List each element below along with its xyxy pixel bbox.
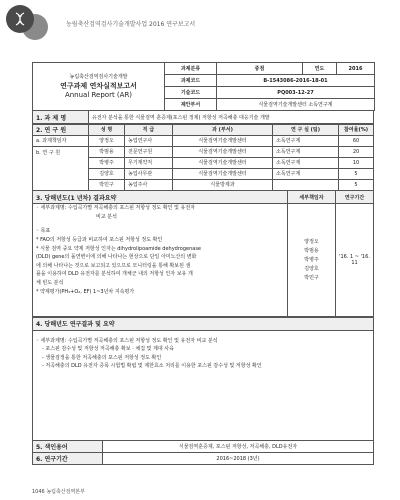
rank-cell: 농업연구사 <box>125 135 173 146</box>
section-4-body <box>33 330 374 440</box>
role-cell: a. 과제책임자 <box>33 135 89 146</box>
summary-line: * FAO의 저항성 등급과 비교하여 포스핀 저항성 정도 확인 <box>36 237 163 243</box>
header-logo <box>6 5 34 33</box>
page-footer: 1046 농림축산검역본부 <box>32 489 85 495</box>
researcher-name: 박범용 <box>304 247 319 254</box>
lab-cell: 소독연구계 <box>273 168 339 179</box>
rank-cell: 전문연구원 <box>125 146 173 157</box>
col-researcher: 세부책임자 <box>288 191 336 204</box>
lab-cell: 소독연구계 <box>273 135 339 146</box>
section-3-table <box>32 190 374 317</box>
header-title: 농림축산검역검사기술개발사업 2016 연구보고서 <box>66 21 196 28</box>
report-meta-table <box>32 62 375 111</box>
col-name: 성 명 <box>89 124 125 135</box>
rank-cell: 무기계약직 <box>125 157 173 168</box>
summary-line: 체 빈도 분석 <box>36 279 64 286</box>
section-2-label: 2. 연 구 원 <box>33 124 89 135</box>
code-label: 과제코드 <box>165 75 217 87</box>
section-1-value: 유전자 분석을 통한 식물검역 훈증제(포스핀 정제) 저항성 저곡해충 대응기술 개발 <box>89 111 374 124</box>
section-4-label: 4. 당해년도 연구결과 및 요약 <box>33 317 374 330</box>
section-6-value: 2016~2018 (3년) <box>103 453 374 465</box>
researcher-name: 박민구 <box>304 274 319 281</box>
year-value: 2016 <box>337 63 375 75</box>
researcher-name: 김양호 <box>304 265 319 272</box>
section-1-table <box>32 110 374 124</box>
rate-cell: 60 <box>339 135 374 146</box>
summary-line: ◦ 목표 <box>36 228 51 235</box>
field-label: 과제분류 <box>165 63 217 75</box>
section-6-label: 6. 연구기간 <box>33 453 103 465</box>
dept-cell: 식물검역기술개발센터 <box>173 135 273 146</box>
lab-cell <box>273 179 339 190</box>
tech-code-label: 기술코드 <box>165 87 217 99</box>
report-document <box>32 62 374 465</box>
researcher-name: 박병주 <box>304 256 319 263</box>
summary-line: * 약제평가(PH₃+O₂, EF) 1~3년차 지속평가 <box>36 288 135 295</box>
section-5-6-table <box>32 440 374 465</box>
section-4-table <box>32 317 374 441</box>
lab-cell: 소독연구계 <box>273 146 339 157</box>
summary-line: ◦ 세부과제명: 수입곡가별 저곡해충의 포스핀 저항성 정도 확인 및 유전자 <box>36 205 196 212</box>
year-label: 연도 <box>303 63 337 75</box>
page-header <box>0 0 400 38</box>
summary-line: 플을 이용하여 DLD 유전자를 분석하여 개체군 내의 저항성 인자 보유 개 <box>36 271 193 278</box>
dept-cell: 식물방제과 <box>173 179 273 190</box>
summary-line: (DLD) gene의 돌연변이에 의해 나타나는 현상으로 단일 아미노산의 변화 <box>36 254 197 261</box>
role-cell: b. 연 구 원 <box>33 146 89 190</box>
col-lab: 연 구 실 (팀) <box>273 124 339 135</box>
rate-cell: 5 <box>339 168 374 179</box>
dept-cell: 식물검역기술개발센터 <box>173 168 273 179</box>
col-period: 연구기간 <box>336 191 374 204</box>
result-line: ◦ 세부과제명: 수입곡가별 저곡해충의 포스핀 저항성 정도 확인 및 유전자 비교 분석 <box>36 337 218 344</box>
field-value: 중점 <box>217 63 303 75</box>
name-cell: 양정오 <box>89 135 125 146</box>
report-title-ko: 연구과제 연차실적보고서 <box>60 82 137 90</box>
dna-icon <box>12 11 28 27</box>
dept-value: 식물검역기술개발센터 소독연구계 <box>217 99 375 111</box>
researcher-name: 양정오 <box>304 238 319 245</box>
rate-cell: 20 <box>339 146 374 157</box>
section-5-value: 식물검역훈증제, 포스핀 저항성, 저곡해충, DLD유전자 <box>103 441 374 453</box>
dept-label: 제안부서 <box>165 99 217 111</box>
dept-cell: 식물검역기술개발센터 <box>173 157 273 168</box>
dept-cell: 식물검역기술개발센터 <box>173 146 273 157</box>
summary-line: 비교 분석 <box>96 213 117 220</box>
researcher-list <box>288 204 336 317</box>
section-3-label: 3. 당해년도(1 년차) 결과요약 <box>33 191 288 204</box>
name-cell: 박민구 <box>89 179 125 190</box>
col-rank: 직 급 <box>125 124 173 135</box>
section-5-label: 5. 색인용어 <box>33 441 103 453</box>
section-1-label: 1. 과 제 명 <box>33 111 89 124</box>
result-line: - 생물검정을 통한 저곡해충의 포스핀 저항성 정도 확인 <box>42 354 162 361</box>
report-title-cell <box>33 63 165 111</box>
rate-cell: 10 <box>339 157 374 168</box>
summary-line: * 식물 검역 중요 약제 저항성 인자는 dihydrolipoamide dehydrogenase <box>36 245 202 252</box>
result-line: - 저곡해충의 DLD 유전자 증폭 시험법 확립 및 제한효소 처리를 이용한 포스핀 감수성 및 저항성 확인 <box>42 363 262 370</box>
name-cell: 박병주 <box>89 157 125 168</box>
report-title-en: Annual Report (AR) <box>64 91 133 99</box>
rate-cell: 5 <box>339 179 374 190</box>
lab-cell: 소독연구계 <box>273 157 339 168</box>
code-value: B-1543086-2016-18-01 <box>217 75 375 87</box>
researchers-table <box>32 124 374 191</box>
table-row <box>33 146 374 157</box>
rank-cell: 농업사무관 <box>125 168 173 179</box>
table-row <box>33 135 374 146</box>
report-org: 농림축산검역검사기술개발 <box>69 74 128 80</box>
name-cell: 김양호 <box>89 168 125 179</box>
period-cell: '16. 1 ~ '16. 11 <box>336 204 374 317</box>
tech-code-value: PQ003-12-27 <box>217 87 375 99</box>
rank-cell: 농업주사 <box>125 179 173 190</box>
col-rate: 참여율(%) <box>339 124 374 135</box>
col-dept: 과 (부서) <box>173 124 273 135</box>
section-3-body <box>33 204 288 317</box>
summary-line: 에 의해 나타나는 것으로 보고되고 있으므로 모니터링을 통해 확보된 샘 <box>36 262 191 269</box>
result-line: - 포스핀 감수성 및 저항성 저곡해충 확보 · 채집 및 계대 사육 <box>42 346 174 353</box>
name-cell: 박범용 <box>89 146 125 157</box>
